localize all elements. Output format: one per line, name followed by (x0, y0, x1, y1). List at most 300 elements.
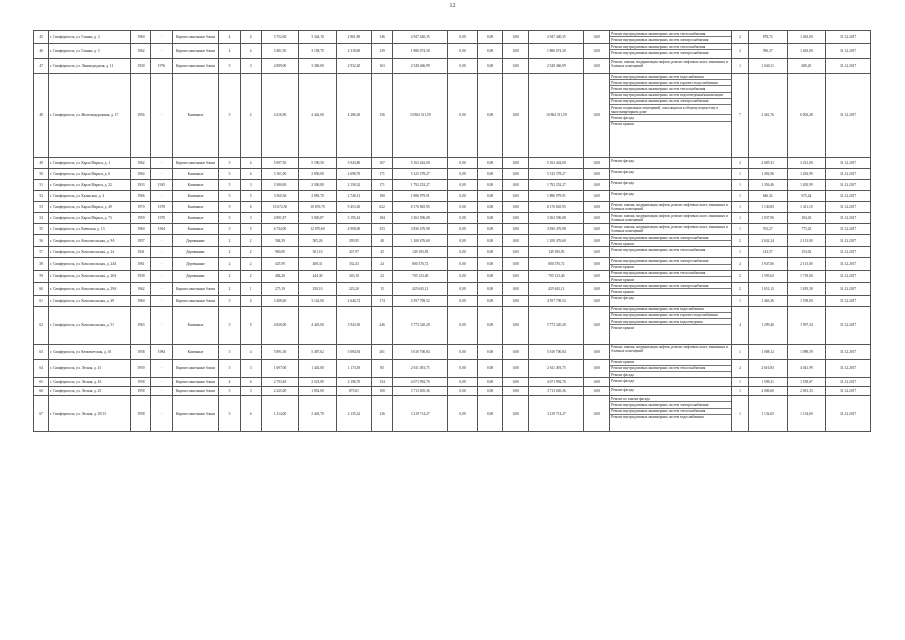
total-area-cell: 275,10 (261, 283, 299, 295)
other-funds-cell: 0,00 (584, 283, 610, 295)
row-number-cell: 51 (34, 180, 49, 191)
unit-cost-cell: 1 356,46 (748, 180, 787, 191)
residents-cell: 146 (372, 31, 393, 44)
residents-cell: 353 (372, 224, 393, 235)
owner-funds-cell: 149 183,83 (529, 247, 584, 258)
unit-cost-cell: 2 605,31 (748, 158, 787, 169)
deadline-cell: 31.12.2017 (826, 74, 871, 158)
unit-count-cell: 1 (732, 224, 748, 235)
total-area-cell: 6 744,00 (261, 224, 299, 235)
other-funds-cell: 0,00 (584, 74, 610, 158)
regional-funds-cell: 0,00 (477, 270, 503, 282)
entrances-cell: 4 (240, 378, 261, 387)
row-number-cell: 49 (34, 158, 49, 169)
max-cost-cell: 4 041,99 (787, 359, 826, 378)
residents-cell: 156 (372, 74, 393, 158)
residential-area-cell: 4 286,30 (336, 74, 371, 158)
unit-count-cell: 1 (732, 169, 748, 180)
unit-cost-cell: 763,27 (748, 224, 787, 235)
max-cost-cell: 1 492,99 (787, 169, 826, 180)
works-cell (610, 344, 732, 359)
work-item: Ремонт внутридомовых инженерных систем электроснабжения (610, 258, 731, 264)
unit-count-cell: 1 (732, 387, 748, 396)
address-cell: г. Симферополь, ул. Глинки, д. 5 (49, 44, 131, 59)
works-cell (610, 295, 732, 306)
unit-cost-cell: 1 132,65 (748, 396, 787, 432)
address-cell: г. Симферополь, ул. Комсомольская, д. 24А (49, 258, 131, 270)
living-area-cell: 5 487,62 (299, 344, 337, 359)
deadline-cell: 31.12.2017 (826, 202, 871, 213)
total-area-cell: 4 891,87 (261, 213, 299, 224)
local-funds-cell: 0,00 (503, 31, 529, 44)
table-row (34, 191, 871, 202)
owner-funds-cell: 3 219 714,27 (529, 396, 584, 432)
wall-material-cell: Каменные (172, 180, 219, 191)
unit-cost-cell: 1 463,36 (748, 295, 787, 306)
entrances-cell: 4 (240, 31, 261, 44)
wall-material-cell: Каменные (172, 202, 219, 213)
total-cost-cell: 705 123,40 (393, 270, 448, 282)
federal-funds-cell: 0,00 (448, 258, 477, 270)
unit-count-cell: 2 (732, 270, 748, 282)
year-built-cell: 1941 (131, 247, 151, 258)
work-item: Ремонт крыши (611, 277, 634, 282)
year-reconstruction-cell: - (151, 295, 172, 306)
year-reconstruction-cell: 1945 (151, 180, 172, 191)
other-funds-cell: 0,00 (584, 213, 610, 224)
year-built-cell: 1963 (131, 306, 151, 344)
regional-funds-cell: 0,00 (477, 359, 503, 378)
work-item: Ремонт фасада (611, 169, 634, 174)
living-area-cell: 1 852,00 (299, 387, 337, 396)
deadline-cell: 31.12.2017 (826, 387, 871, 396)
max-cost-cell: 1 463,00 (787, 44, 826, 59)
total-cost-cell: 425 643,12 (393, 283, 448, 295)
unit-cost-cell: 1 947,06 (748, 258, 787, 270)
other-funds-cell: 0,00 (584, 44, 610, 59)
total-area-cell: 447,09 (261, 258, 299, 270)
residents-cell: 261 (372, 344, 393, 359)
regional-funds-cell: 0,00 (477, 169, 503, 180)
row-number-cell: 62 (34, 306, 49, 344)
regional-funds-cell: 0,00 (477, 31, 503, 44)
deadline-cell: 31.12.2017 (826, 247, 871, 258)
year-built-cell: 1958 (131, 378, 151, 387)
other-funds-cell: 0,00 (584, 224, 610, 235)
year-built-cell: 1930 (131, 59, 151, 74)
owner-funds-cell: 10 864 311,59 (529, 74, 584, 158)
total-area-cell: 3 380,00 (261, 180, 299, 191)
row-number-cell: 64 (34, 359, 49, 378)
table-row (34, 224, 871, 235)
total-area-cell: 3 481,50 (261, 44, 299, 59)
federal-funds-cell: 0,00 (448, 180, 477, 191)
unit-cost-cell: 1 593,02 (748, 270, 787, 282)
unit-cost-cell: 1 037,96 (748, 213, 787, 224)
row-number-cell: 57 (34, 247, 49, 258)
owner-funds-cell: 425 643,12 (529, 283, 584, 295)
work-item: Ремонт крыши (611, 289, 634, 294)
residents-cell: 180 (372, 191, 393, 202)
residents-cell: 22 (372, 270, 393, 282)
unit-cost-cell: 1 651,12 (748, 283, 787, 295)
row-number-cell: 63 (34, 344, 49, 359)
regional-funds-cell: 0,00 (477, 213, 503, 224)
other-funds-cell: 0,00 (584, 306, 610, 344)
year-reconstruction-cell: - (151, 387, 172, 396)
work-item: Ремонт внутридомовых инженерных систем электроснабжения (610, 235, 731, 241)
work-item: Ремонт внутридомовых инженерных систем теплоснабжения (610, 271, 731, 277)
row-number-cell: 66 (34, 387, 49, 396)
owner-funds-cell: 2 549 466,99 (529, 59, 584, 74)
residents-cell: 154 (372, 378, 393, 387)
local-funds-cell: 0,00 (503, 191, 529, 202)
entrances-cell: 3 (240, 59, 261, 74)
year-reconstruction-cell: 1964 (151, 224, 172, 235)
federal-funds-cell: 0,00 (448, 295, 477, 306)
address-cell: г. Симферополь, ул. Лесная, д. 29/13 (49, 396, 131, 432)
year-reconstruction-cell: 1984 (151, 344, 172, 359)
residents-cell: 622 (372, 202, 393, 213)
row-number-cell: 56 (34, 235, 49, 247)
deadline-cell: 31.12.2017 (826, 258, 871, 270)
wall-material-cell: Кирпич панельные блоки (172, 378, 219, 387)
unit-count-cell: 1 (732, 59, 748, 74)
max-cost-cell: 2 061,33 (787, 387, 826, 396)
wall-material-cell: Кирпич панельные блоки (172, 283, 219, 295)
max-cost-cell: 675,44 (787, 191, 826, 202)
table-row (34, 359, 871, 378)
capital-repair-table (33, 30, 871, 432)
owner-funds-cell: 2 611 493,75 (529, 359, 584, 378)
row-number-cell: 54 (34, 213, 49, 224)
owner-funds-cell: 3 713 605,36 (529, 387, 584, 396)
federal-funds-cell: 0,00 (448, 344, 477, 359)
table-row (34, 396, 871, 432)
year-reconstruction-cell: - (151, 74, 172, 158)
works-cell (610, 387, 732, 396)
local-funds-cell: 0,00 (503, 306, 529, 344)
year-reconstruction-cell: - (151, 44, 172, 59)
total-cost-cell: 2 947 440,35 (393, 31, 448, 44)
works-cell (610, 396, 732, 432)
federal-funds-cell: 0,00 (448, 158, 477, 169)
total-cost-cell: 5 125 378,27 (393, 169, 448, 180)
row-number-cell: 59 (34, 270, 49, 282)
works-cell (610, 213, 732, 224)
address-cell: г. Симферополь, ул. Комсомольская, д. 9А (49, 235, 131, 247)
floors-cell: 5 (219, 306, 240, 344)
deadline-cell: 31.12.2017 (826, 235, 871, 247)
floors-cell: 5 (219, 387, 240, 396)
residential-area-cell: 2 196,70 (336, 378, 371, 387)
year-built-cell: 1958 (131, 344, 151, 359)
floors-cell: 5 (219, 158, 240, 169)
owner-funds-cell: 4 597 709,52 (529, 295, 584, 306)
regional-funds-cell: 0,00 (477, 180, 503, 191)
federal-funds-cell: 0,00 (448, 359, 477, 378)
table-row (34, 258, 871, 270)
entrances-cell: 4 (240, 396, 261, 432)
entrances-cell: 2 (240, 247, 261, 258)
unit-cost-cell: 596,37 (748, 44, 787, 59)
unit-count-cell: 7 (732, 74, 748, 158)
living-area-cell: 3 369,00 (299, 59, 337, 74)
total-cost-cell: 1 886 074,30 (393, 44, 448, 59)
work-item: Ремонт внутридомовых инженерных систем водоснабжения (611, 415, 704, 420)
unit-count-cell: 1 (732, 191, 748, 202)
regional-funds-cell: 0,00 (477, 387, 503, 396)
max-cost-cell: 1 492,99 (787, 180, 826, 191)
entrances-cell: 2 (240, 270, 261, 282)
residents-cell: 167 (372, 158, 393, 169)
regional-funds-cell: 0,00 (477, 44, 503, 59)
entrances-cell: 3 (240, 387, 261, 396)
deadline-cell: 31.12.2017 (826, 44, 871, 59)
year-reconstruction-cell: - (151, 169, 172, 180)
total-cost-cell: 1 792 252,27 (393, 180, 448, 191)
row-number-cell: 45 (34, 31, 49, 44)
work-item: Ремонт крыши (611, 325, 634, 330)
unit-cost-cell: 878,72 (748, 31, 787, 44)
floors-cell: 2 (219, 283, 240, 295)
table-row (34, 387, 871, 396)
local-funds-cell: 0,00 (503, 387, 529, 396)
works-cell (610, 202, 732, 213)
local-funds-cell: 0,00 (503, 158, 529, 169)
table-row (34, 247, 871, 258)
row-number-cell: 46 (34, 44, 49, 59)
entrances-cell: 2 (240, 235, 261, 247)
federal-funds-cell: 0,00 (448, 283, 477, 295)
residents-cell: 129 (372, 44, 393, 59)
residential-area-cell: 332,43 (336, 258, 371, 270)
works-cell (610, 59, 732, 74)
wall-material-cell: Кирпич панельные блоки (172, 359, 219, 378)
federal-funds-cell: 0,00 (448, 270, 477, 282)
total-area-cell: 1 214,00 (261, 396, 299, 432)
work-item: Ремонт внутридомовых инженерных систем электроснабжения (610, 283, 731, 289)
entrances-cell: 3 (240, 180, 261, 191)
regional-funds-cell: 0,00 (477, 258, 503, 270)
year-built-cell: 1960 (131, 31, 151, 44)
entrances-cell: 3 (240, 213, 261, 224)
living-area-cell: 408,31 (299, 258, 337, 270)
max-cost-cell: 1 463,00 (787, 31, 826, 44)
living-area-cell: 12 070,60 (299, 224, 337, 235)
max-cost-cell: 1 539,67 (787, 378, 826, 387)
residential-area-cell: 2 932,20 (336, 59, 371, 74)
entrances-cell: 4 (240, 344, 261, 359)
year-reconstruction-cell: - (151, 158, 172, 169)
living-area-cell: 2 523,90 (299, 378, 337, 387)
owner-funds-cell: 1 886 074,30 (529, 44, 584, 59)
federal-funds-cell: 0,00 (448, 31, 477, 44)
year-reconstruction-cell: - (151, 191, 172, 202)
row-number-cell: 50 (34, 169, 49, 180)
work-item: Ремонт внутридомовых инженерных систем горячего водоснабжения (610, 313, 731, 319)
floors-cell: 5 (219, 213, 240, 224)
year-reconstruction-cell: - (151, 283, 172, 295)
total-area-cell: 584,59 (261, 235, 299, 247)
other-funds-cell: 0,00 (584, 387, 610, 396)
local-funds-cell: 0,00 (503, 378, 529, 387)
wall-material-cell: Кирпич панельные блоки (172, 387, 219, 396)
total-cost-cell: 3 713 605,36 (393, 387, 448, 396)
owner-funds-cell: 5 163 442,00 (529, 158, 584, 169)
work-item: Ремонт подвальных помещений, относящихся к общему имуществу в многоквартирном доме (610, 105, 731, 115)
local-funds-cell: 0,00 (503, 270, 529, 282)
work-item: Ремонт внутридомовых инженерных систем электроснабжения (610, 99, 731, 105)
work-item: Ремонт внутридомовых инженерных систем водоснабжения (610, 307, 731, 313)
max-cost-cell: 153,02 (787, 247, 826, 258)
federal-funds-cell: 0,00 (448, 224, 477, 235)
row-number-cell: 58 (34, 258, 49, 270)
table-row (34, 295, 871, 306)
owner-funds-cell: 5 773 320,20 (529, 306, 584, 344)
unit-cost-cell: 2 461,76 (748, 74, 787, 158)
work-item: Ремонт фасада (610, 115, 731, 121)
regional-funds-cell: 0,00 (477, 295, 503, 306)
total-cost-cell: 1 100 476,60 (393, 235, 448, 247)
entrances-cell: 6 (240, 202, 261, 213)
year-built-cell: 1939 (131, 270, 151, 282)
max-cost-cell: 1 134,69 (787, 396, 826, 432)
residential-area-cell: 5 084,94 (336, 344, 371, 359)
work-item: Ремонт, замена, модернизация лифтов, ремонт лифтовых шахт, машинных и блочных помещений (611, 202, 729, 211)
floors-cell: 5 (219, 224, 240, 235)
residents-cell: 126 (372, 396, 393, 432)
residential-area-cell: 4 900,00 (336, 224, 371, 235)
living-area-cell: 2 500,80 (299, 180, 337, 191)
floors-cell: 5 (219, 169, 240, 180)
total-area-cell: 1 697,00 (261, 359, 299, 378)
total-area-cell: 484,20 (261, 270, 299, 282)
floors-cell: 5 (219, 59, 240, 74)
total-area-cell: 3 560,36 (261, 191, 299, 202)
residents-cell: 246 (372, 306, 393, 344)
floors-cell: 9 (219, 202, 240, 213)
work-item: Ремонт внутридомовых инженерных систем теплоснабжения (610, 366, 731, 372)
year-built-cell: 1962 (131, 283, 151, 295)
total-cost-cell: 3 219 714,27 (393, 396, 448, 432)
entrances-cell: 5 (240, 224, 261, 235)
owner-funds-cell: 1 886 979,91 (529, 191, 584, 202)
owner-funds-cell: 5 125 378,27 (529, 169, 584, 180)
other-funds-cell: 0,00 (584, 235, 610, 247)
floors-cell: 2 (219, 270, 240, 282)
residential-area-cell: 2 135,32 (336, 396, 371, 432)
unit-count-cell: 1 (732, 247, 748, 258)
regional-funds-cell: 0,00 (477, 158, 503, 169)
work-item: Ремонт фасада (611, 191, 634, 196)
floors-cell: 5 (219, 191, 240, 202)
work-item: Ремонт внутридомовых инженерных систем горячего водоснабжения (610, 80, 731, 86)
other-funds-cell: 0,00 (584, 247, 610, 258)
table-row (34, 202, 871, 213)
residents-cell: 184 (372, 213, 393, 224)
year-reconstruction-cell: - (151, 258, 172, 270)
other-funds-cell: 0,00 (584, 31, 610, 44)
table-body (34, 31, 871, 432)
total-area-cell: 4 416,90 (261, 74, 299, 158)
federal-funds-cell: 0,00 (448, 306, 477, 344)
total-area-cell: 3 752,60 (261, 31, 299, 44)
work-item: Ремонт, замена, модернизация лифтов, ремонт лифтовых шахт, машинных и блочных помещений (611, 213, 729, 222)
max-cost-cell: 1 089,59 (787, 344, 826, 359)
total-area-cell: 2 793,40 (261, 378, 299, 387)
federal-funds-cell: 0,00 (448, 59, 477, 74)
residents-cell: 100 (372, 387, 393, 396)
works-cell (610, 44, 732, 59)
wall-material-cell: Кирпич панельные блоки (172, 295, 219, 306)
federal-funds-cell: 0,00 (448, 213, 477, 224)
wall-material-cell: Каменные (172, 306, 219, 344)
floors-cell: 5 (219, 359, 240, 378)
unit-cost-cell: 1 130,83 (748, 202, 787, 213)
entrances-cell: 5 (240, 191, 261, 202)
wall-material-cell: Деревянные (172, 258, 219, 270)
year-reconstruction-cell: - (151, 247, 172, 258)
other-funds-cell: 0,00 (584, 396, 610, 432)
page-number: 12 (449, 3, 456, 9)
residential-area-cell: 2 861,80 (336, 31, 371, 44)
federal-funds-cell: 0,00 (448, 247, 477, 258)
local-funds-cell: 0,00 (503, 295, 529, 306)
regional-funds-cell: 0,00 (477, 59, 503, 74)
year-built-cell: 1933 (131, 180, 151, 191)
year-reconstruction-cell: 1978 (151, 202, 172, 213)
deadline-cell: 31.12.2017 (826, 344, 871, 359)
works-cell (610, 180, 732, 191)
year-built-cell: 1961 (131, 258, 151, 270)
deadline-cell: 31.12.2017 (826, 191, 871, 202)
floors-cell: 2 (219, 258, 240, 270)
work-item: Ремонт фасада (611, 158, 634, 163)
work-item: Ремонт внутридомовых инженерных систем водоотведения/канализации (610, 93, 731, 99)
address-cell: г. Симферополь, ул. Киевская, д. 13 (49, 224, 131, 235)
wall-material-cell: Деревянные (172, 270, 219, 282)
living-area-cell: 2 443,70 (299, 396, 337, 432)
work-item: Ремонт фасада (611, 387, 634, 392)
regional-funds-cell: 0,00 (477, 202, 503, 213)
table-row (34, 59, 871, 74)
works-cell (610, 74, 732, 158)
regional-funds-cell: 0,00 (477, 396, 503, 432)
address-cell: г. Симферополь, ул. Карла Маркса, д. 73 (49, 213, 131, 224)
residential-area-cell: 2 698,70 (336, 169, 371, 180)
owner-funds-cell: 3 363 596,08 (529, 213, 584, 224)
residents-cell: 163 (372, 59, 393, 74)
table-row (34, 213, 871, 224)
year-built-cell: 1959 (131, 213, 151, 224)
year-built-cell: 1962 (131, 158, 151, 169)
work-item: Ремонт внутридомовых инженерных систем теплоснабжения (610, 44, 731, 50)
unit-cost-cell: 1 008,12 (748, 344, 787, 359)
wall-material-cell: Кирпич панельные блоки (172, 59, 219, 74)
living-area-cell: 505,26 (299, 235, 337, 247)
max-cost-cell: 1 539,00 (787, 295, 826, 306)
row-number-cell: 48 (34, 74, 49, 158)
deadline-cell: 31.12.2017 (826, 270, 871, 282)
address-cell: г. Симферополь, ул. Лесная, д. 25 (49, 387, 131, 396)
max-cost-cell: 1 411,10 (787, 202, 826, 213)
deadline-cell: 31.12.2017 (826, 306, 871, 344)
deadline-cell: 31.12.2017 (826, 224, 871, 235)
entrances-cell: 3 (240, 359, 261, 378)
year-built-cell: 1958 (131, 396, 151, 432)
residential-area-cell: 437,97 (336, 247, 371, 258)
